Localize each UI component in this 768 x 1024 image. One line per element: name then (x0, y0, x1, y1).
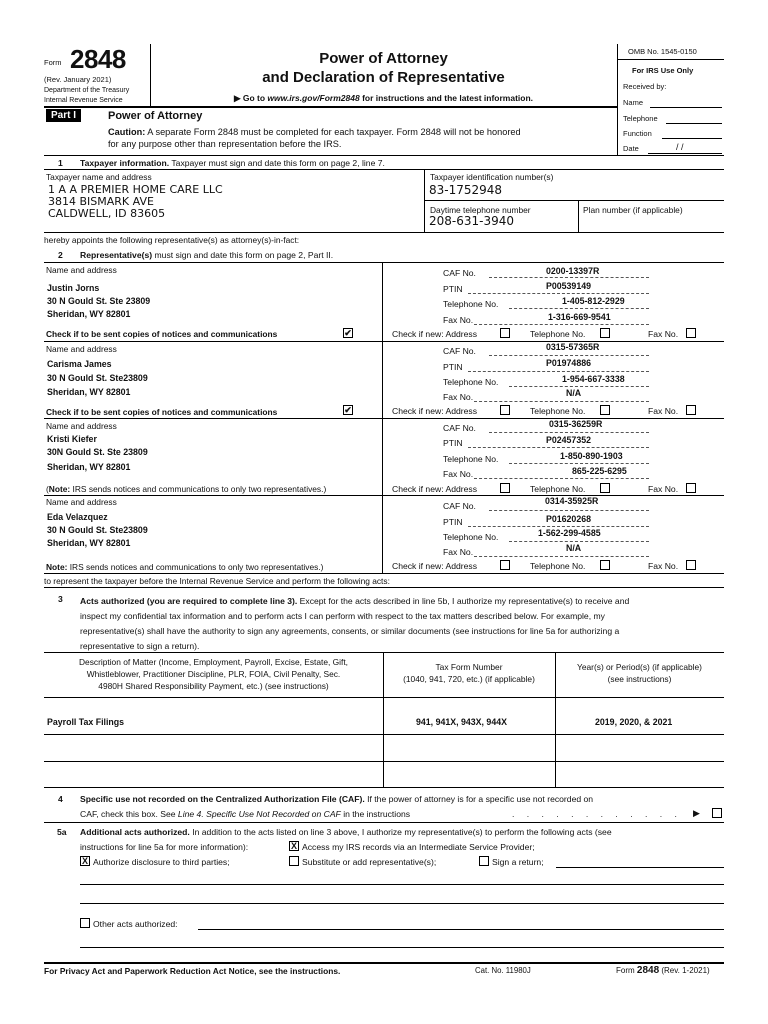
note-two-reps: (Note: IRS sends notices and communications to only two representatives.) (46, 484, 327, 494)
form-number: 2848 (70, 44, 126, 74)
hereby-appoints: hereby appoints the following representative(s) as attorney(s)-in-fact: (44, 235, 300, 245)
received-by-label: Received by: (623, 82, 667, 91)
new-fax-label: Fax No. (648, 561, 679, 571)
rep-telephone[interactable]: 1-954-667-3338 (562, 374, 625, 384)
check-new-address-label: Check if new: Address (392, 484, 478, 494)
line1-heading: Taxpayer information. Taxpayer must sign and date this form on page 2, line 7. (80, 158, 385, 168)
irs-function-label: Function (623, 129, 652, 138)
new-fax-checkbox[interactable] (686, 483, 696, 493)
irs-use-only: For IRS Use Only (632, 66, 694, 75)
rep-ptin[interactable]: P00539149 (546, 281, 592, 291)
check-new-address-label: Check if new: Address (392, 561, 478, 571)
line4-number: 4 (58, 794, 63, 804)
disclosure-checkbox[interactable]: X (81, 856, 88, 866)
new-tel-label: Telephone No. (530, 329, 586, 339)
copies-label: Check if to be sent copies of notices and communications (46, 329, 278, 339)
line4-text-1: Specific use not recorded on the Centralized Authorization File (CAF). If the power of attorney is for a specific use not recorded on (80, 794, 594, 804)
ptin-label: PTIN (443, 284, 463, 294)
rep-telephone[interactable]: 1-405-812-2929 (562, 296, 625, 306)
taxpayer-name-address-label: Taxpayer name and address (46, 172, 152, 182)
rep-address-2[interactable]: Sheridan, WY 82801 (47, 538, 131, 548)
rep-address-2[interactable]: Sheridan, WY 82801 (47, 387, 131, 397)
irs-telephone-label: Telephone (623, 114, 658, 123)
access-records-label: Access my IRS records via an Intermediate Service Provider; (302, 842, 535, 852)
check-new-address-label: Check if new: Address (392, 406, 478, 416)
tel-label: Telephone No. (443, 377, 499, 387)
form-word: Form (44, 58, 62, 67)
matter-description-1[interactable]: Payroll Tax Filings (47, 717, 125, 727)
privacy-notice: For Privacy Act and Paperwork Reduction Act Notice, see the instructions. (44, 966, 341, 976)
line5a-number: 5a (57, 827, 67, 837)
rep-name[interactable]: Justin Jorns (47, 283, 100, 293)
daytime-phone-value[interactable]: 208-631-3940 (429, 214, 515, 228)
daytime-phone-label: Daytime telephone number (430, 205, 531, 215)
caf-label: CAF No. (443, 501, 476, 511)
sign-return-label: Sign a return; (492, 857, 544, 867)
copies-checkbox[interactable]: ✔ (344, 405, 352, 415)
new-address-checkbox[interactable] (500, 405, 510, 415)
department: Department of the Treasury (44, 87, 130, 94)
rep-address-1[interactable]: 30 N Gould St. Ste23809 (47, 373, 148, 383)
new-address-checkbox[interactable] (500, 483, 510, 493)
new-address-checkbox[interactable] (500, 560, 510, 570)
taxpayer-address-1[interactable]: 3814 BISMARK AVE (48, 195, 154, 208)
ptin-label: PTIN (443, 517, 463, 527)
rep-caf[interactable]: 0315-36259R (549, 419, 603, 429)
fax-label: Fax No. (443, 315, 474, 325)
rep-name[interactable]: Kristi Kiefer (47, 434, 97, 444)
rep-name-address-label: Name and address (46, 497, 117, 507)
other-acts-label: Other acts authorized: (93, 919, 178, 929)
fax-label: Fax No. (443, 469, 474, 479)
new-telephone-checkbox[interactable] (600, 405, 610, 415)
rep-ptin[interactable]: P01620268 (546, 514, 592, 524)
tax-period-1[interactable]: 2019, 2020, & 2021 (595, 717, 673, 727)
rep-ptin[interactable]: P01974886 (546, 358, 592, 368)
note-two-reps: Note: IRS sends notices and communications to only two representatives.) (46, 562, 324, 572)
form-title-2: and Declaration of Representative (262, 69, 505, 86)
tel-label: Telephone No. (443, 532, 499, 542)
disclosure-label: Authorize disclosure to third parties; (93, 857, 230, 867)
col-period-header: Year(s) or Period(s) (if applicable) (see instructions) (577, 662, 702, 684)
goto-instructions: ▶ Go to www.irs.gov/Form2848 for instructions and the latest information. (233, 93, 534, 103)
rep-telephone[interactable]: 1-562-299-4585 (538, 528, 601, 538)
rep-caf[interactable]: 0315-57365R (546, 342, 600, 352)
tin-value[interactable]: 83-1752948 (429, 183, 503, 197)
rep-address-1[interactable]: 30 N Gould St. Ste23809 (47, 525, 148, 535)
line1-number: 1 (58, 158, 63, 168)
line3-text: Acts authorized (you are required to complete line 3). Except for the acts described in line 5b, I authorize my representative(s) to receive and inspect my confidential tax information and to perform acts I can perform with respect to the tax matters described below. For example, my representative(s) shall have the authority to sign any agreements, consents, or similar documents (see instructions for line 5a for authorizing a representative to sign a return). (80, 596, 630, 651)
part1-title: Power of Attorney (108, 110, 203, 122)
rep-address-1[interactable]: 30 N Gould St. Ste 23809 (47, 296, 151, 306)
access-records-checkbox[interactable]: X (290, 841, 297, 851)
tel-label: Telephone No. (443, 454, 499, 464)
rep-address-2[interactable]: Sheridan, WY 82801 (47, 309, 131, 319)
fax-label: Fax No. (443, 392, 474, 402)
line5a-text-2: instructions for line 5a for more information): (80, 842, 249, 852)
irs-name-label: Name (623, 98, 644, 107)
catalog-number: Cat. No. 11980J (475, 966, 531, 975)
new-fax-label: Fax No. (648, 484, 679, 494)
part1-tag: Part I (46, 109, 81, 122)
copies-checkbox[interactable]: ✔ (344, 328, 352, 338)
tel-label: Telephone No. (443, 299, 499, 309)
sign-return-checkbox[interactable] (479, 856, 489, 866)
rep-fax[interactable]: 1-316-669-9541 (548, 312, 611, 322)
new-tel-label: Telephone No. (530, 406, 586, 416)
rep-name-address-label: Name and address (46, 265, 117, 275)
irs-date-slashes: / / (676, 142, 684, 152)
fax-label: Fax No. (443, 547, 474, 557)
rep-fax[interactable]: 865-225-6295 (572, 466, 627, 476)
new-fax-label: Fax No. (648, 329, 679, 339)
col-description-header: Description of Matter (Income, Employment, Payroll, Excise, Estate, Gift, Whistleblower, Practitioner Discipline, PLR, FOIA, Civil Penalty, Sec. 4980H Shared Responsibility Payment, etc.) (see instructions) (78, 657, 349, 691)
service: Internal Revenue Service (44, 97, 123, 104)
line5a-text-1: Additional acts authorized. In addition to the acts listed on line 3 above, I authorize my representative(s) to perform the following acts (see (80, 827, 612, 837)
new-address-checkbox[interactable] (500, 328, 510, 338)
caf-label: CAF No. (443, 268, 476, 278)
substitute-checkbox[interactable] (289, 856, 299, 866)
caution-text-2: for any purpose other than representation before the IRS. (108, 139, 342, 149)
rep-name[interactable]: Carisma James (47, 359, 112, 369)
form-title-1: Power of Attorney (319, 50, 448, 67)
new-fax-checkbox[interactable] (686, 328, 696, 338)
line4-arrow-icon: ▶ (693, 808, 700, 818)
rep-caf[interactable]: 0200-13397R (546, 266, 600, 276)
substitute-label: Substitute or add representative(s); (302, 857, 437, 867)
new-telephone-checkbox[interactable] (600, 560, 610, 570)
omb-number: OMB No. 1545-0150 (628, 47, 697, 56)
plan-number-label: Plan number (if applicable) (583, 205, 683, 215)
copies-label: Check if to be sent copies of notices and communications (46, 407, 278, 417)
rep-name-address-label: Name and address (46, 344, 117, 354)
rep-fax[interactable]: N/A (566, 388, 582, 398)
caution-text: Caution: A separate Form 2848 must be completed for each taxpayer. Form 2848 will not be honored (108, 127, 521, 137)
caf-label: CAF No. (443, 423, 476, 433)
rep-fax[interactable]: N/A (566, 543, 582, 553)
rep-address-1[interactable]: 30N Gould St. Ste 23809 (47, 447, 148, 457)
other-acts-checkbox[interactable] (80, 918, 90, 928)
irs-date-label: Date (623, 144, 639, 153)
form-revision: (Rev. January 2021) (44, 75, 112, 84)
new-tel-label: Telephone No. (530, 561, 586, 571)
line4-dots: . . . . . . . . . . . . (512, 809, 682, 819)
new-fax-checkbox[interactable] (686, 560, 696, 570)
check-new-address-label: Check if new: Address (392, 329, 478, 339)
new-tel-label: Telephone No. (530, 484, 586, 494)
new-fax-checkbox[interactable] (686, 405, 696, 415)
rep-telephone[interactable]: 1-850-890-1903 (560, 451, 623, 461)
rep-ptin[interactable]: P02457352 (546, 435, 592, 445)
col-form-number-header: Tax Form Number (1040, 941, 720, etc.) (if applicable) (403, 662, 535, 684)
represent-text: to represent the taxpayer before the Internal Revenue Service and perform the following acts: (44, 576, 390, 586)
new-telephone-checkbox[interactable] (600, 483, 610, 493)
line3-number: 3 (58, 594, 63, 604)
rep-address-2[interactable]: Sheridan, WY 82801 (47, 462, 131, 472)
specific-use-checkbox[interactable] (712, 808, 722, 818)
footer-form-id: Form 2848 (Rev. 1-2021) (616, 965, 710, 976)
rep-name[interactable]: Eda Velazquez (47, 512, 108, 522)
line4-text-2: CAF, check this box. See Line 4. Specific Use Not Recorded on CAF in the instructions (80, 809, 411, 819)
caf-label: CAF No. (443, 346, 476, 356)
new-telephone-checkbox[interactable] (600, 328, 610, 338)
line2-heading: Representative(s) must sign and date this form on page 2, Part II. (80, 250, 334, 260)
ptin-label: PTIN (443, 438, 463, 448)
line2-number: 2 (58, 250, 63, 260)
taxpayer-address-2[interactable]: CALDWELL, ID 83605 (48, 207, 166, 220)
irs-link[interactable]: www.irs.gov/Form2848 (267, 93, 360, 103)
ptin-label: PTIN (443, 362, 463, 372)
new-fax-label: Fax No. (648, 406, 679, 416)
tax-form-number-1[interactable]: 941, 941X, 943X, 944X (416, 717, 507, 727)
rep-name-address-label: Name and address (46, 421, 117, 431)
taxpayer-name[interactable]: 1 A A PREMIER HOME CARE LLC (48, 183, 223, 196)
tin-label: Taxpayer identification number(s) (430, 172, 554, 182)
rep-caf[interactable]: 0314-35925R (545, 496, 599, 506)
